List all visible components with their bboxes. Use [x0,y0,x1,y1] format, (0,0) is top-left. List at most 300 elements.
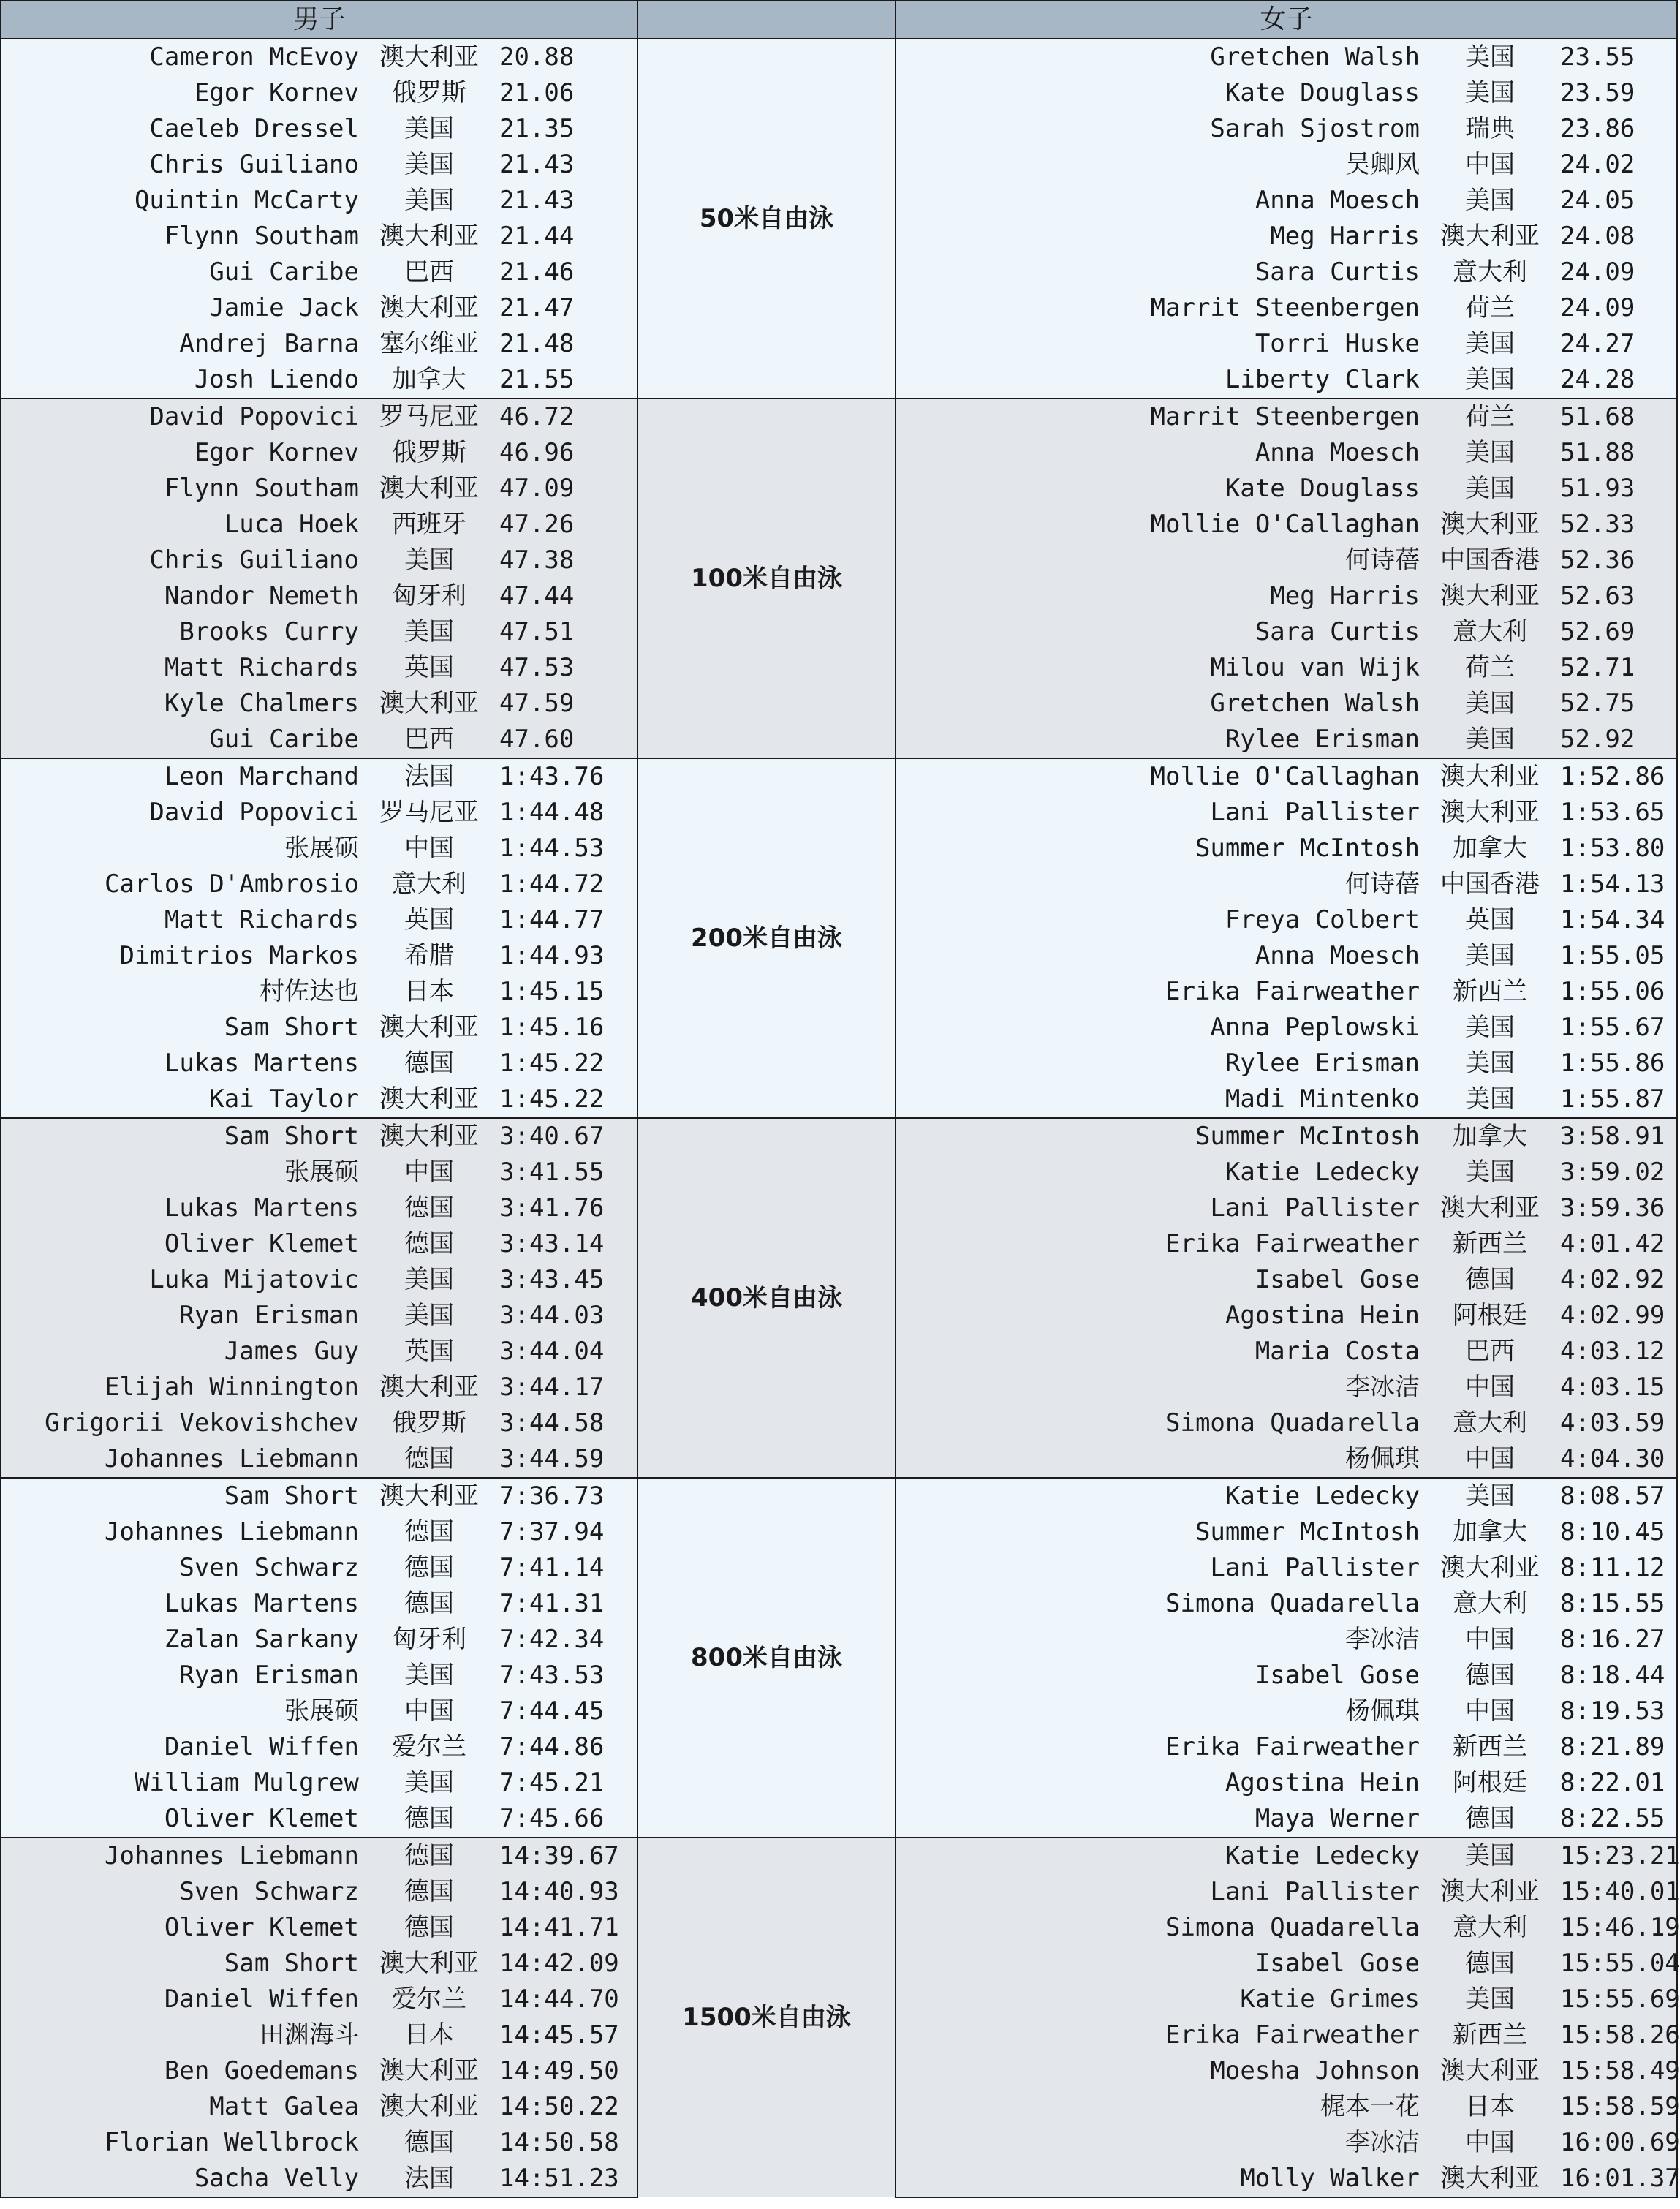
women-swimmer-nation: 意大利 [1420,254,1560,290]
women-swimmer-nation: 美国 [1420,39,1560,75]
men-swimmer-time: 46.72 [499,399,637,435]
men-swimmer-name: Lukas Martens [1,1586,359,1622]
women-swimmer-nation: 美国 [1420,722,1560,758]
event-group [1,1478,1677,1838]
women-swimmer-time: 4:02.99 [1560,1298,1677,1334]
women-swimmer-time: 8:22.55 [1560,1801,1677,1838]
men-swimmer-name: Oliver Klemet [1,1801,359,1838]
men-swimmer-nation: 爱尔兰 [359,1982,499,2017]
men-swimmer-name: Daniel Wiffen [1,1729,359,1765]
women-swimmer-name: Kate Douglass [896,471,1420,507]
men-swimmer-name: Luka Mijatovic [1,1262,359,1298]
men-swimmer-nation: 美国 [359,1658,499,1693]
men-swimmer-name: Oliver Klemet [1,1910,359,1946]
women-swimmer-time: 8:18.44 [1560,1658,1677,1693]
men-swimmer-time: 7:44.45 [499,1693,637,1729]
event-name: 200米自由泳 [637,758,896,1118]
women-swimmer-name: Kate Douglass [896,75,1420,111]
men-swimmer-nation: 俄罗斯 [359,435,499,471]
women-swimmer-name: 李冰洁 [896,1370,1420,1405]
women-swimmer-nation: 澳大利亚 [1420,758,1560,795]
men-swimmer-time: 1:45.15 [499,974,637,1010]
women-swimmer-time: 8:22.01 [1560,1765,1677,1801]
men-swimmer-nation: 澳大利亚 [359,1010,499,1046]
women-swimmer-nation: 新西兰 [1420,1729,1560,1765]
men-swimmer-name: Ryan Erisman [1,1298,359,1334]
women-swimmer-time: 1:55.05 [1560,938,1677,974]
women-swimmer-nation: 中国 [1420,1622,1560,1658]
women-swimmer-time: 23.55 [1560,39,1677,75]
women-swimmer-nation: 新西兰 [1420,974,1560,1010]
women-swimmer-nation: 新西兰 [1420,1226,1560,1262]
men-swimmer-nation: 日本 [359,2017,499,2053]
men-swimmer-time: 47.09 [499,471,637,507]
men-swimmer-time: 14:44.70 [499,1982,637,2017]
women-swimmer-name: Katie Ledecky [896,1838,1420,1874]
women-swimmer-nation: 中国 [1420,1370,1560,1405]
men-swimmer-time: 47.51 [499,614,637,650]
men-swimmer-time: 1:44.93 [499,938,637,974]
men-swimmer-time: 7:41.31 [499,1586,637,1622]
women-swimmer-time: 8:15.55 [1560,1586,1677,1622]
women-swimmer-time: 15:23.21 [1560,1838,1677,1874]
women-swimmer-time: 1:55.87 [1560,1081,1677,1118]
men-swimmer-nation: 德国 [359,1838,499,1874]
women-swimmer-nation: 美国 [1420,471,1560,507]
men-swimmer-name: Johannes Liebmann [1,1514,359,1550]
men-swimmer-time: 3:40.67 [499,1118,637,1155]
men-swimmer-name: Sam Short [1,1010,359,1046]
women-swimmer-time: 52.33 [1560,507,1677,543]
women-swimmer-name: Isabel Gose [896,1262,1420,1298]
table-row [1,1838,1677,1874]
women-swimmer-nation: 美国 [1420,1046,1560,1081]
women-swimmer-time: 51.68 [1560,399,1677,435]
event-name: 100米自由泳 [637,399,896,758]
men-swimmer-name: Josh Liendo [1,362,359,399]
women-swimmer-nation: 加拿大 [1420,1118,1560,1155]
men-swimmer-time: 14:41.71 [499,1910,637,1946]
women-swimmer-name: Katie Ledecky [896,1155,1420,1190]
men-swimmer-nation: 澳大利亚 [359,1946,499,1982]
men-swimmer-name: Grigorii Vekovishchev [1,1405,359,1441]
women-swimmer-time: 1:53.80 [1560,831,1677,866]
women-swimmer-time: 16:00.69 [1560,2125,1677,2161]
women-swimmer-nation: 澳大利亚 [1420,1550,1560,1586]
men-swimmer-nation: 俄罗斯 [359,75,499,111]
women-swimmer-nation: 美国 [1420,183,1560,219]
women-swimmer-time: 24.08 [1560,219,1677,254]
women-swimmer-nation: 澳大利亚 [1420,578,1560,614]
women-swimmer-nation: 美国 [1420,938,1560,974]
women-swimmer-time: 1:54.13 [1560,866,1677,902]
men-swimmer-nation: 巴西 [359,254,499,290]
men-swimmer-name: Sven Schwarz [1,1874,359,1910]
men-swimmer-nation: 加拿大 [359,362,499,399]
women-swimmer-name: 何诗蓓 [896,866,1420,902]
women-swimmer-nation: 意大利 [1420,614,1560,650]
women-swimmer-name: Simona Quadarella [896,1586,1420,1622]
men-swimmer-time: 21.55 [499,362,637,399]
men-swimmer-name: Brooks Curry [1,614,359,650]
men-swimmer-time: 21.44 [499,219,637,254]
men-swimmer-name: Ryan Erisman [1,1658,359,1693]
women-swimmer-nation: 德国 [1420,1801,1560,1838]
men-swimmer-name: Quintin McCarty [1,183,359,219]
men-swimmer-nation: 澳大利亚 [359,1118,499,1155]
event-group [1,1838,1680,2197]
men-swimmer-time: 14:39.67 [499,1838,637,1874]
women-swimmer-nation: 荷兰 [1420,399,1560,435]
women-swimmer-time: 1:55.67 [1560,1010,1677,1046]
men-swimmer-name: Gui Caribe [1,254,359,290]
women-swimmer-time: 1:54.34 [1560,902,1677,938]
women-swimmer-time: 52.63 [1560,578,1677,614]
women-swimmer-name: Marrit Steenbergen [896,290,1420,326]
women-swimmer-nation: 澳大利亚 [1420,2161,1560,2197]
women-swimmer-time: 1:55.06 [1560,974,1677,1010]
event-header [637,1,896,39]
men-swimmer-nation: 美国 [359,1262,499,1298]
women-swimmer-name: Summer McIntosh [896,1118,1420,1155]
men-swimmer-name: 田渊海斗 [1,2017,359,2053]
women-swimmer-time: 4:04.30 [1560,1441,1677,1478]
men-swimmer-time: 7:45.21 [499,1765,637,1801]
men-swimmer-nation: 中国 [359,1693,499,1729]
men-swimmer-time: 14:45.57 [499,2017,637,2053]
men-swimmer-name: Kyle Chalmers [1,686,359,722]
women-swimmer-time: 24.09 [1560,254,1677,290]
men-swimmer-time: 7:42.34 [499,1622,637,1658]
women-swimmer-name: Milou van Wijk [896,650,1420,686]
women-swimmer-time: 52.36 [1560,543,1677,578]
women-swimmer-nation: 澳大利亚 [1420,2053,1560,2089]
women-swimmer-name: Erika Fairweather [896,1226,1420,1262]
women-swimmer-name: Anna Peplowski [896,1010,1420,1046]
men-swimmer-time: 21.43 [499,147,637,183]
men-swimmer-time: 7:43.53 [499,1658,637,1693]
women-swimmer-nation: 澳大利亚 [1420,1190,1560,1226]
men-swimmer-time: 7:45.66 [499,1801,637,1838]
women-swimmer-time: 8:21.89 [1560,1729,1677,1765]
men-swimmer-time: 3:41.76 [499,1190,637,1226]
women-header: 女子 [896,1,1677,39]
women-swimmer-time: 3:58.91 [1560,1118,1677,1155]
men-swimmer-nation: 英国 [359,1334,499,1370]
men-swimmer-time: 1:44.48 [499,795,637,831]
women-swimmer-name: Katie Grimes [896,1982,1420,2017]
men-swimmer-time: 47.26 [499,507,637,543]
men-swimmer-nation: 德国 [359,1190,499,1226]
event-group [1,399,1677,758]
men-swimmer-time: 3:43.45 [499,1262,637,1298]
men-swimmer-nation: 德国 [359,1550,499,1586]
men-swimmer-name: Nandor Nemeth [1,578,359,614]
women-swimmer-time: 3:59.02 [1560,1155,1677,1190]
women-swimmer-name: Agostina Hein [896,1298,1420,1334]
men-swimmer-name: Lukas Martens [1,1190,359,1226]
men-swimmer-name: Carlos D'Ambrosio [1,866,359,902]
women-swimmer-time: 8:16.27 [1560,1622,1677,1658]
women-swimmer-time: 51.93 [1560,471,1677,507]
men-swimmer-time: 14:50.58 [499,2125,637,2161]
men-swimmer-nation: 美国 [359,111,499,147]
women-swimmer-name: Rylee Erisman [896,722,1420,758]
men-swimmer-time: 20.88 [499,39,637,75]
men-swimmer-name: Andrej Barna [1,326,359,362]
men-swimmer-time: 14:42.09 [499,1946,637,1982]
men-swimmer-time: 47.60 [499,722,637,758]
women-swimmer-nation: 美国 [1420,1838,1560,1874]
women-swimmer-time: 4:01.42 [1560,1226,1677,1262]
women-swimmer-name: Mollie O'Callaghan [896,507,1420,543]
women-swimmer-name: Simona Quadarella [896,1405,1420,1441]
men-swimmer-name: Gui Caribe [1,722,359,758]
women-swimmer-name: Maya Werner [896,1801,1420,1838]
women-swimmer-nation: 阿根廷 [1420,1765,1560,1801]
women-swimmer-time: 16:01.37 [1560,2161,1677,2197]
women-swimmer-time: 8:10.45 [1560,1514,1677,1550]
men-swimmer-name: Luca Hoek [1,507,359,543]
men-swimmer-nation: 澳大利亚 [359,2053,499,2089]
women-swimmer-time: 15:46.19 [1560,1910,1677,1946]
men-swimmer-time: 21.46 [499,254,637,290]
women-swimmer-time: 1:52.86 [1560,758,1677,795]
men-swimmer-nation: 英国 [359,650,499,686]
women-swimmer-name: 梶本一花 [896,2089,1420,2125]
women-swimmer-name: 何诗蓓 [896,543,1420,578]
event-group [1,758,1677,1118]
men-swimmer-nation: 美国 [359,614,499,650]
women-swimmer-name: Erika Fairweather [896,974,1420,1010]
men-swimmer-name: Oliver Klemet [1,1226,359,1262]
men-swimmer-name: Lukas Martens [1,1046,359,1081]
men-swimmer-name: Zalan Sarkany [1,1622,359,1658]
women-swimmer-time: 24.28 [1560,362,1677,399]
women-swimmer-nation: 新西兰 [1420,2017,1560,2053]
women-swimmer-time: 24.05 [1560,183,1677,219]
women-swimmer-name: Anna Moesch [896,183,1420,219]
women-swimmer-nation: 德国 [1420,1946,1560,1982]
men-swimmer-name: Florian Wellbrock [1,2125,359,2161]
women-swimmer-nation: 中国香港 [1420,866,1560,902]
men-swimmer-name: Chris Guiliano [1,147,359,183]
women-swimmer-name: Meg Harris [896,578,1420,614]
women-swimmer-time: 51.88 [1560,435,1677,471]
men-swimmer-nation: 美国 [359,147,499,183]
women-swimmer-time: 3:59.36 [1560,1190,1677,1226]
men-swimmer-name: Sam Short [1,1478,359,1514]
men-swimmer-nation: 德国 [359,1046,499,1081]
women-swimmer-nation: 美国 [1420,686,1560,722]
women-swimmer-name: Erika Fairweather [896,1729,1420,1765]
women-swimmer-name: Agostina Hein [896,1765,1420,1801]
men-swimmer-time: 1:43.76 [499,758,637,795]
women-swimmer-nation: 澳大利亚 [1420,219,1560,254]
event-group [1,39,1677,399]
men-swimmer-name: David Popovici [1,399,359,435]
women-swimmer-name: Isabel Gose [896,1946,1420,1982]
women-swimmer-nation: 加拿大 [1420,831,1560,866]
women-swimmer-name: 杨佩琪 [896,1441,1420,1478]
women-swimmer-name: Marrit Steenbergen [896,399,1420,435]
men-swimmer-nation: 爱尔兰 [359,1729,499,1765]
women-swimmer-nation: 瑞典 [1420,111,1560,147]
women-swimmer-time: 4:03.15 [1560,1370,1677,1405]
women-swimmer-name: Anna Moesch [896,435,1420,471]
men-swimmer-time: 1:45.16 [499,1010,637,1046]
men-swimmer-nation: 巴西 [359,722,499,758]
women-swimmer-nation: 英国 [1420,902,1560,938]
event-name: 1500米自由泳 [637,1838,896,2197]
men-swimmer-nation: 澳大利亚 [359,219,499,254]
women-swimmer-nation: 意大利 [1420,1405,1560,1441]
women-swimmer-time: 52.92 [1560,722,1677,758]
men-swimmer-name: Egor Kornev [1,435,359,471]
women-swimmer-time: 4:03.59 [1560,1405,1677,1441]
men-swimmer-nation: 美国 [359,183,499,219]
men-swimmer-nation: 法国 [359,758,499,795]
men-swimmer-nation: 澳大利亚 [359,2089,499,2125]
men-swimmer-nation: 法国 [359,2161,499,2197]
women-swimmer-nation: 美国 [1420,1982,1560,2017]
men-header: 男子 [1,1,637,39]
men-swimmer-name: Dimitrios Markos [1,938,359,974]
men-swimmer-time: 7:41.14 [499,1550,637,1586]
men-swimmer-time: 21.35 [499,111,637,147]
men-swimmer-nation: 中国 [359,831,499,866]
women-swimmer-name: Summer McIntosh [896,1514,1420,1550]
men-swimmer-time: 7:44.86 [499,1729,637,1765]
women-swimmer-nation: 美国 [1420,1010,1560,1046]
men-swimmer-name: Elijah Winnington [1,1370,359,1405]
women-swimmer-nation: 日本 [1420,2089,1560,2125]
men-swimmer-name: 张展硕 [1,1693,359,1729]
event-name: 50米自由泳 [637,39,896,399]
women-swimmer-name: Lani Pallister [896,795,1420,831]
women-swimmer-time: 8:19.53 [1560,1693,1677,1729]
women-swimmer-time: 52.69 [1560,614,1677,650]
men-swimmer-name: Caeleb Dressel [1,111,359,147]
men-swimmer-time: 7:37.94 [499,1514,637,1550]
women-swimmer-name: Torri Huske [896,326,1420,362]
men-swimmer-name: Sven Schwarz [1,1550,359,1586]
women-swimmer-nation: 中国 [1420,147,1560,183]
men-swimmer-time: 14:51.23 [499,2161,637,2197]
table-row [1,39,1677,75]
women-swimmer-nation: 中国香港 [1420,543,1560,578]
men-swimmer-nation: 希腊 [359,938,499,974]
women-swimmer-nation: 巴西 [1420,1334,1560,1370]
men-swimmer-name: Johannes Liebmann [1,1838,359,1874]
men-swimmer-name: Egor Kornev [1,75,359,111]
men-swimmer-nation: 中国 [359,1155,499,1190]
men-swimmer-name: Sacha Velly [1,2161,359,2197]
men-swimmer-time: 21.48 [499,326,637,362]
men-swimmer-nation: 俄罗斯 [359,1405,499,1441]
men-swimmer-time: 47.38 [499,543,637,578]
men-swimmer-name: Leon Marchand [1,758,359,795]
men-swimmer-nation: 澳大利亚 [359,290,499,326]
women-swimmer-nation: 荷兰 [1420,290,1560,326]
women-swimmer-name: Anna Moesch [896,938,1420,974]
men-swimmer-name: Sam Short [1,1118,359,1155]
women-swimmer-name: Lani Pallister [896,1550,1420,1586]
men-swimmer-time: 3:44.04 [499,1334,637,1370]
women-swimmer-name: Madi Mintenko [896,1081,1420,1118]
women-swimmer-nation: 美国 [1420,435,1560,471]
women-swimmer-name: Lani Pallister [896,1190,1420,1226]
men-swimmer-name: Ben Goedemans [1,2053,359,2089]
women-swimmer-name: Rylee Erisman [896,1046,1420,1081]
men-swimmer-time: 1:44.77 [499,902,637,938]
women-swimmer-nation: 美国 [1420,75,1560,111]
men-swimmer-time: 14:50.22 [499,2089,637,2125]
men-swimmer-time: 21.47 [499,290,637,326]
men-swimmer-nation: 德国 [359,1514,499,1550]
table-row [1,399,1677,435]
women-swimmer-time: 1:55.86 [1560,1046,1677,1081]
women-swimmer-nation: 美国 [1420,1155,1560,1190]
women-swimmer-name: Moesha Johnson [896,2053,1420,2089]
men-swimmer-time: 21.43 [499,183,637,219]
men-swimmer-nation: 英国 [359,902,499,938]
women-swimmer-name: Molly Walker [896,2161,1420,2197]
men-swimmer-name: Cameron McEvoy [1,39,359,75]
men-swimmer-name: James Guy [1,1334,359,1370]
women-swimmer-time: 15:40.01 [1560,1874,1677,1910]
men-swimmer-name: William Mulgrew [1,1765,359,1801]
men-swimmer-name: Flynn Southam [1,471,359,507]
event-name: 800米自由泳 [637,1478,896,1838]
women-swimmer-name: Liberty Clark [896,362,1420,399]
women-swimmer-time: 24.02 [1560,147,1677,183]
women-swimmer-nation: 德国 [1420,1262,1560,1298]
men-swimmer-nation: 澳大利亚 [359,39,499,75]
men-swimmer-nation: 塞尔维亚 [359,326,499,362]
men-swimmer-name: Kai Taylor [1,1081,359,1118]
women-swimmer-nation: 澳大利亚 [1420,1874,1560,1910]
women-swimmer-name: Freya Colbert [896,902,1420,938]
men-swimmer-time: 1:44.53 [499,831,637,866]
women-swimmer-time: 15:58.26 [1560,2017,1677,2053]
men-swimmer-nation: 澳大利亚 [359,471,499,507]
men-swimmer-name: Sam Short [1,1946,359,1982]
men-swimmer-nation: 德国 [359,1441,499,1478]
men-swimmer-nation: 澳大利亚 [359,1370,499,1405]
men-swimmer-nation: 德国 [359,1874,499,1910]
women-swimmer-name: Mollie O'Callaghan [896,758,1420,795]
men-swimmer-time: 3:44.17 [499,1370,637,1405]
women-swimmer-name: Katie Ledecky [896,1478,1420,1514]
women-swimmer-name: Gretchen Walsh [896,39,1420,75]
men-swimmer-time: 1:45.22 [499,1081,637,1118]
men-swimmer-time: 3:44.58 [499,1405,637,1441]
men-swimmer-time: 1:45.22 [499,1046,637,1081]
women-swimmer-name: Erika Fairweather [896,2017,1420,2053]
men-swimmer-time: 7:36.73 [499,1478,637,1514]
women-swimmer-nation: 中国 [1420,1441,1560,1478]
women-swimmer-nation: 澳大利亚 [1420,507,1560,543]
women-swimmer-name: Gretchen Walsh [896,686,1420,722]
men-swimmer-nation: 罗马尼亚 [359,399,499,435]
women-swimmer-nation: 加拿大 [1420,1514,1560,1550]
women-swimmer-name: Sara Curtis [896,614,1420,650]
men-swimmer-time: 21.06 [499,75,637,111]
women-swimmer-name: Maria Costa [896,1334,1420,1370]
men-swimmer-time: 3:44.03 [499,1298,637,1334]
men-swimmer-nation: 匈牙利 [359,578,499,614]
